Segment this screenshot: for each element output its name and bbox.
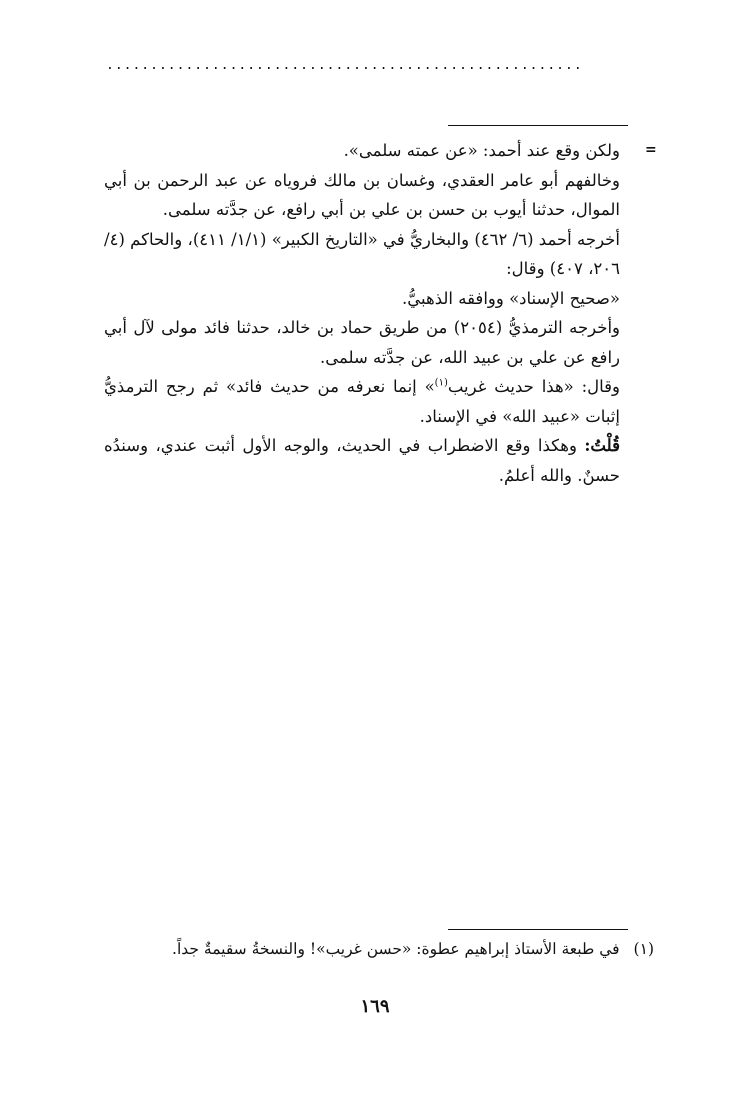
main-text: [104, 136, 620, 490]
continuation-mark: =: [645, 142, 657, 158]
paragraph-7: [104, 431, 620, 490]
paragraph-2: وخالفهم أبو عامر العقدي، وغسان بن مالك فروياه عن عبد الرحمن بن أبي الموال، حدثنا أيوب بن حسن بن علي بن أبي رافع، عن جدَّته سلمى.: [104, 170, 620, 219]
footnote-number: (١): [633, 940, 654, 958]
page-number: ١٦٩: [360, 996, 390, 1017]
footnote-reference[interactable]: (١): [434, 377, 448, 389]
paragraph-3: أخرجه أحمد (٦/ ٤٦٢) والبخاريُّ في «التاريخ الكبير» (١/١/ ٤١١)، والحاكم (٤/ ٢٠٦، ٤٠٧) وقال:: [104, 229, 620, 278]
paragraph-4: «صحيح الإسناد» ووافقه الذهبيُّ.: [402, 288, 620, 308]
paragraph-7-text: وهكذا وقع الاضطراب في الحديث، والوجه الأول أثبت عندي، وسندُه حسنٌ. والله أعلمُ.: [104, 436, 620, 485]
qultu-label: قُلْتُ:: [584, 436, 620, 455]
paragraph-6: [104, 372, 620, 431]
footnote-rule: [448, 929, 628, 930]
paragraph-6-start: وقال: «هذا حديث غريب: [447, 377, 620, 396]
footnote: [104, 935, 654, 963]
paragraph-5: وأخرجه الترمذيُّ (٢٠٥٤) من طريق حماد بن خالد، حدثنا فائد مولى لآل أبي رافع عن علي بن عبيد الله، عن جدَّته سلمى.: [104, 318, 620, 367]
paragraph-6-end: » إنما نعرفه من حديث فائد» ثم رجح الترمذيُّ إثبات «عبيد الله» في الإسناد.: [104, 377, 620, 426]
footnote-text: في طبعة الأستاذ إبراهيم عطوة: «حسن غريب»! والنسخةُ سقيمةٌ جداً.: [172, 940, 620, 958]
dotted-leader: ......................................................: [106, 58, 583, 73]
top-rule: [448, 125, 628, 126]
paragraph-1: ولكن وقع عند أحمد: «عن عمته سلمى».: [343, 141, 620, 160]
